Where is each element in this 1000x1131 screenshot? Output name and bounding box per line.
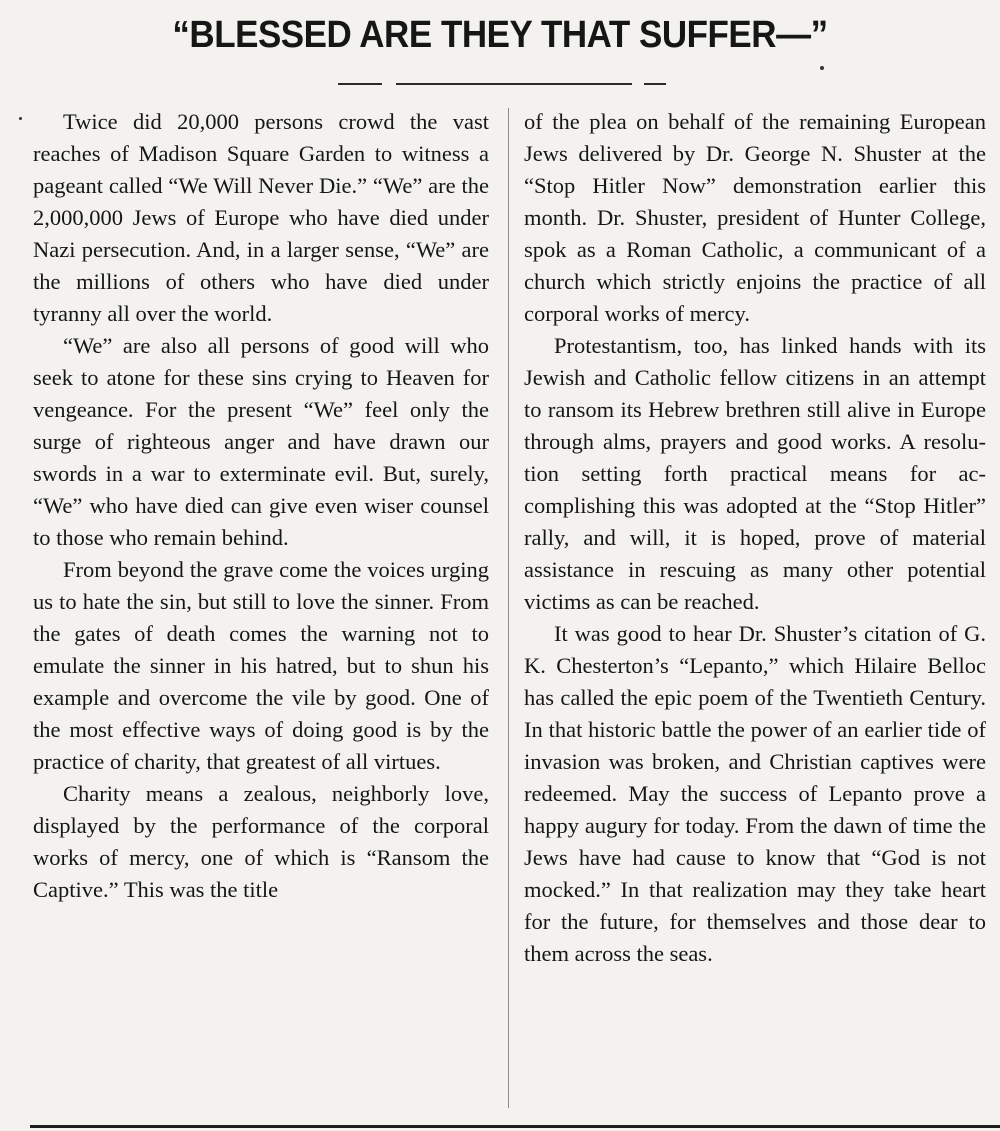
print-speck (19, 117, 22, 120)
bottom-rule (30, 1125, 1000, 1128)
left-column (33, 106, 489, 906)
paragraph: From beyond the grave come the voices urging us to hate the sin, but still to love the sinner. From the gates of death comes the warning not to emulate the sinner in his hatred, but to shun his example and overcome the vile by good. One of the most effective ways of doing good is by the practice of charity, that greatest of all virtues. (33, 557, 489, 774)
paragraph: “We” are also all persons of good will who seek to atone for these sins crying to Heaven for vengeance. For the present “We” feel only the surge of righteous anger and have drawn our swords in a war to exterminate evil. But, surely, “We” who have died can give even wiser counsel to those who remain behind. (33, 333, 489, 550)
paragraph: Charity means a zealous, neighborly love, displayed by the performance of the corporal works of mercy, one of which is “Ransom the Captive.” This was the title (33, 781, 489, 902)
headline-rule-segment (396, 83, 632, 85)
headline: “BLESSED ARE THEY THAT SUFFER—” (172, 14, 828, 56)
headline-rule-segment (644, 83, 666, 85)
paragraph: Protestantism, too, has linked hands with its Jewish and Catholic fellow citizens in an attempt to ransom its Hebrew brethren still alive in Europe through alms, prayers and good works. A resolution setting forth practical means for accomplishing this was adopted at the “Stop Hitler” rally, and will, it is hoped, prove of material assistance in rescuing as many other potential victims as can be reached. (524, 333, 986, 614)
right-column (524, 106, 986, 970)
paragraph-continuation: of the plea on behalf of the remaining European Jews delivered by Dr. George N. Shuster at the “Stop Hitler Now” demonstration earlier this month. Dr. Shuster, president of Hunter College, spok as a Roman Catholic, a communicant of a church which strictly enjoins the practice of all corporal works of mercy. (524, 109, 986, 326)
paragraph: It was good to hear Dr. Shuster’s citation of G. K. Chesterton’s “Lepanto,” which Hilaire Belloc has called the epic poem of the Twentieth Century. In that historic battle the power of an earlier tide of invasion was broken, and Christian captives were redeemed. May the success of Lepanto prove a happy augury for today. From the dawn of time the Jews have had cause to know that “God is not mocked.” In that realization may they take heart for the future, for themselves and those dear to them across the seas. (524, 621, 986, 966)
print-speck (820, 66, 824, 70)
headline-rule-segment (338, 83, 382, 85)
column-divider (508, 108, 509, 1108)
paragraph: Twice did 20,000 persons crowd the vast reaches of Madison Square Garden to witness a pageant called “We Will Never Die.” “We” are the 2,000,000 Jews of Europe who have died under Nazi persecution. And, in a larger sense, “We” are the millions of others who have died under tyranny all over the world. (33, 109, 489, 326)
